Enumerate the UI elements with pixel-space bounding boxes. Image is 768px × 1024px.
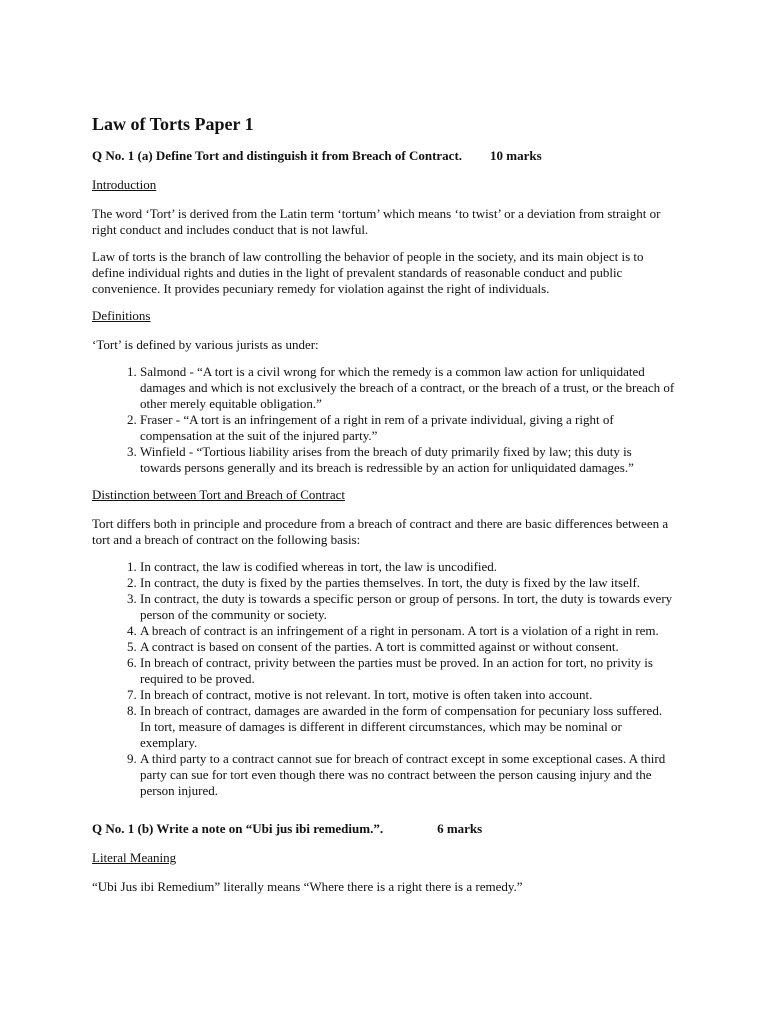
list-item: 2. In contract, the duty is fixed by the parties themselves. In tort, the duty is fixed by the law itself. [140, 575, 676, 591]
introduction-paragraph-2: Law of torts is the branch of law controlling the behavior of people in the society, and its main object is to define individual rights and duties in the light of prevalent standards of reasonable conduct and public convenience. It provides pecuniary remedy for violation against the right of individuals. [92, 249, 644, 296]
definitions-intro: ‘Tort’ is defined by various jurists as under: [92, 337, 319, 352]
list-item: 4. A breach of contract is an infringement of a right in personam. A tort is a violation of a right in rem. [140, 623, 676, 639]
introduction-paragraph-1: The word ‘Tort’ is derived from the Latin term ‘tortum’ which means ‘to twist’ or a deviation from straight or right conduct and includes conduct that is not lawful. [92, 206, 661, 237]
list-item: 5. A contract is based on consent of the parties. A tort is committed against or without consent. [140, 639, 676, 655]
document-title: Law of Torts Paper 1 [92, 114, 254, 134]
definitions-heading: Definitions [92, 308, 151, 323]
question-1b [92, 821, 676, 837]
list-item: 9. A third party to a contract cannot sue for breach of contract except in some exceptional cases. A third party can sue for tort even though there was no contract between the person causing injury and the person injured. [140, 751, 676, 799]
list-item: 1. Salmond - “A tort is a civil wrong for which the remedy is a common law action for unliquidated damages and which is not exclusively the breach of a contract, or the breach of a trust, or the breach of other merely equitable obligation.” [140, 364, 676, 412]
question-1a-marks: 10 marks [490, 148, 542, 163]
distinction-intro: Tort differs both in principle and procedure from a breach of contract and there are basic differences between a tort and a breach of contract on the following basis: [92, 516, 669, 547]
question-1b-marks: 6 marks [437, 821, 483, 836]
list-item: 8. In breach of contract, damages are awarded in the form of compensation for pecuniary loss suffered. In tort, measure of damages is different in different circumstances, which may be nominal or exemplary. [140, 703, 676, 751]
list-item: 3. In contract, the duty is towards a specific person or group of persons. In tort, the duty is towards every person of the community or society. [140, 591, 676, 623]
literal-meaning-heading: Literal Meaning [92, 850, 177, 865]
question-1b-text: Q No. 1 (b) Write a note on “Ubi jus ibi remedium.”. [92, 821, 384, 836]
literal-meaning-paragraph: “Ubi Jus ibi Remedium” literally means “Where there is a right there is a remedy.” [92, 879, 523, 894]
introduction-heading: Introduction [92, 177, 157, 192]
question-1a-text: Q No. 1 (a) Define Tort and distinguish it from Breach of Contract. [92, 148, 463, 163]
distinctions-list [92, 559, 676, 799]
list-item: 3. Winfield - “Tortious liability arises from the breach of duty primarily fixed by law; this duty is towards persons generally and its breach is redressible by an action for unliquidated damages.” [140, 444, 676, 476]
list-item: 1. In contract, the law is codified whereas in tort, the law is uncodified. [140, 559, 676, 575]
question-1a [92, 148, 676, 164]
list-item: 6. In breach of contract, privity between the parties must be proved. In an action for tort, no privity is required to be proved. [140, 655, 676, 687]
definitions-list [92, 364, 676, 476]
list-item: 7. In breach of contract, motive is not relevant. In tort, motive is often taken into account. [140, 687, 676, 703]
list-item: 2. Fraser - “A tort is an infringement of a right in rem of a private individual, giving a right of compensation at the suit of the injured party.” [140, 412, 676, 444]
distinction-heading: Distinction between Tort and Breach of Contract [92, 487, 345, 502]
